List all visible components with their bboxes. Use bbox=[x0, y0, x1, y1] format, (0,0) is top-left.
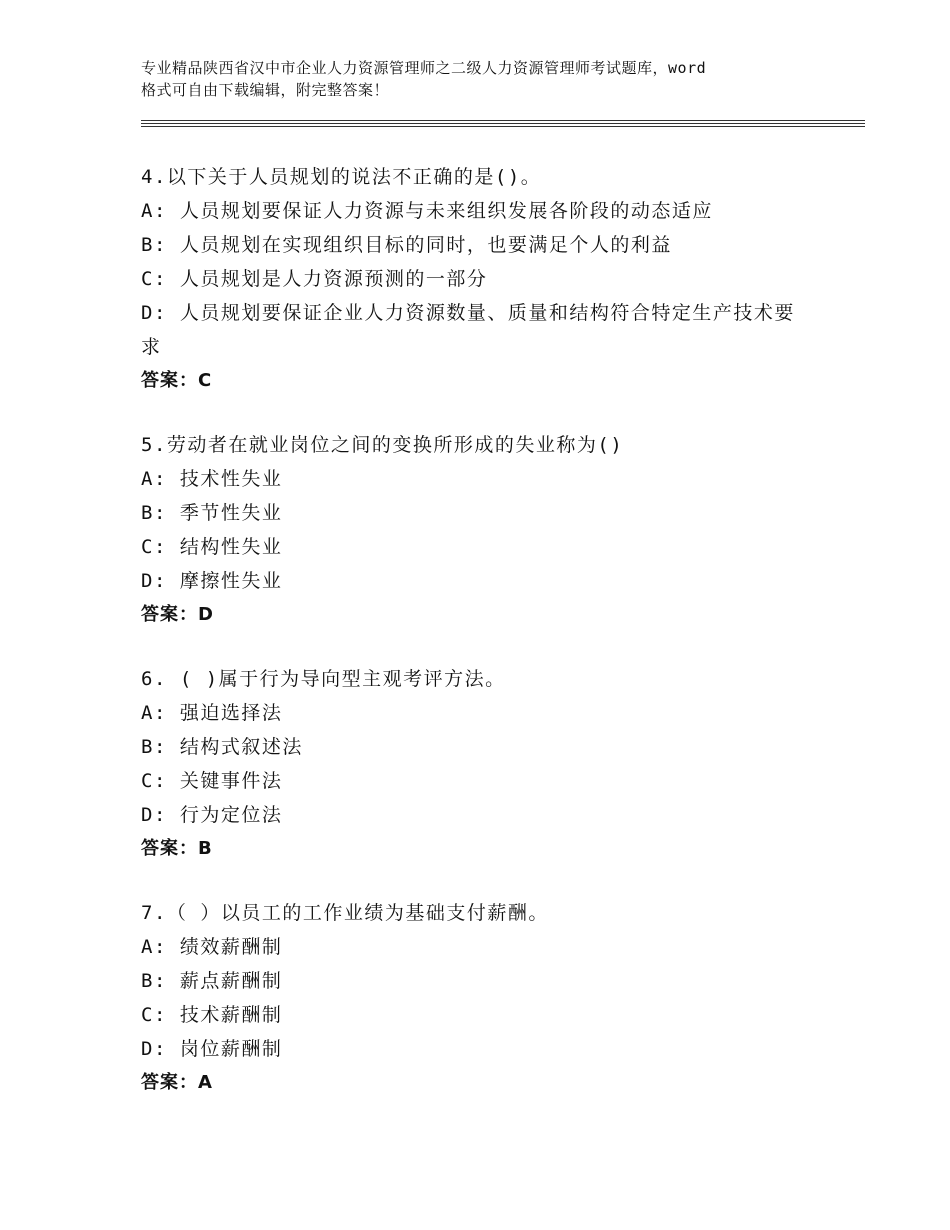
answer-label: 答案：C bbox=[141, 370, 213, 391]
question-7 bbox=[141, 896, 841, 1100]
option-d: D: 摩擦性失业 bbox=[141, 570, 283, 592]
question-4 bbox=[141, 160, 841, 398]
option-c: C: 关键事件法 bbox=[141, 770, 283, 792]
answer-label: 答案：B bbox=[141, 838, 213, 859]
option-a: A: 人员规划要保证人力资源与未来组织发展各阶段的动态适应 bbox=[141, 200, 713, 222]
header-rule bbox=[141, 120, 865, 121]
option-c: C: 结构性失业 bbox=[141, 536, 283, 558]
option-c: C: 技术薪酬制 bbox=[141, 1004, 283, 1026]
option-a: A: 绩效薪酬制 bbox=[141, 936, 283, 958]
option-c: C: 人员规划是人力资源预测的一部分 bbox=[141, 268, 488, 290]
option-b: B: 季节性失业 bbox=[141, 502, 283, 524]
option-d: D: 岗位薪酬制 bbox=[141, 1038, 283, 1060]
question-stem: 4.以下关于人员规划的说法不正确的是()。 bbox=[141, 166, 542, 188]
option-b: B: 薪点薪酬制 bbox=[141, 970, 283, 992]
header-rule bbox=[141, 126, 865, 127]
option-b: B: 人员规划在实现组织目标的同时，也要满足个人的利益 bbox=[141, 234, 672, 256]
option-b: B: 结构式叙述法 bbox=[141, 736, 303, 758]
option-d: D: 人员规划要保证企业人力资源数量、质量和结构符合特定生产技术要求 bbox=[141, 302, 795, 358]
question-stem: 7.（ ）以员工的工作业绩为基础支付薪酬。 bbox=[141, 902, 549, 924]
option-a: A: 强迫选择法 bbox=[141, 702, 283, 724]
option-a: A: 技术性失业 bbox=[141, 468, 283, 490]
question-5 bbox=[141, 428, 841, 632]
question-6 bbox=[141, 662, 841, 866]
header-rule bbox=[141, 123, 865, 124]
question-stem: 6. ( )属于行为导向型主观考评方法。 bbox=[141, 668, 506, 690]
question-stem: 5.劳动者在就业岗位之间的变换所形成的失业称为() bbox=[141, 434, 624, 456]
header-line-2: 格式可自由下载编辑，附完整答案！ bbox=[141, 81, 390, 99]
header-line-1: 专业精品陕西省汉中市企业人力资源管理师之二级人力资源管理师考试题库，word bbox=[141, 59, 707, 77]
answer-label: 答案：A bbox=[141, 1072, 213, 1093]
answer-label: 答案：D bbox=[141, 604, 214, 625]
question-list bbox=[141, 160, 841, 1130]
document-header bbox=[141, 57, 841, 101]
option-d: D: 行为定位法 bbox=[141, 804, 283, 826]
